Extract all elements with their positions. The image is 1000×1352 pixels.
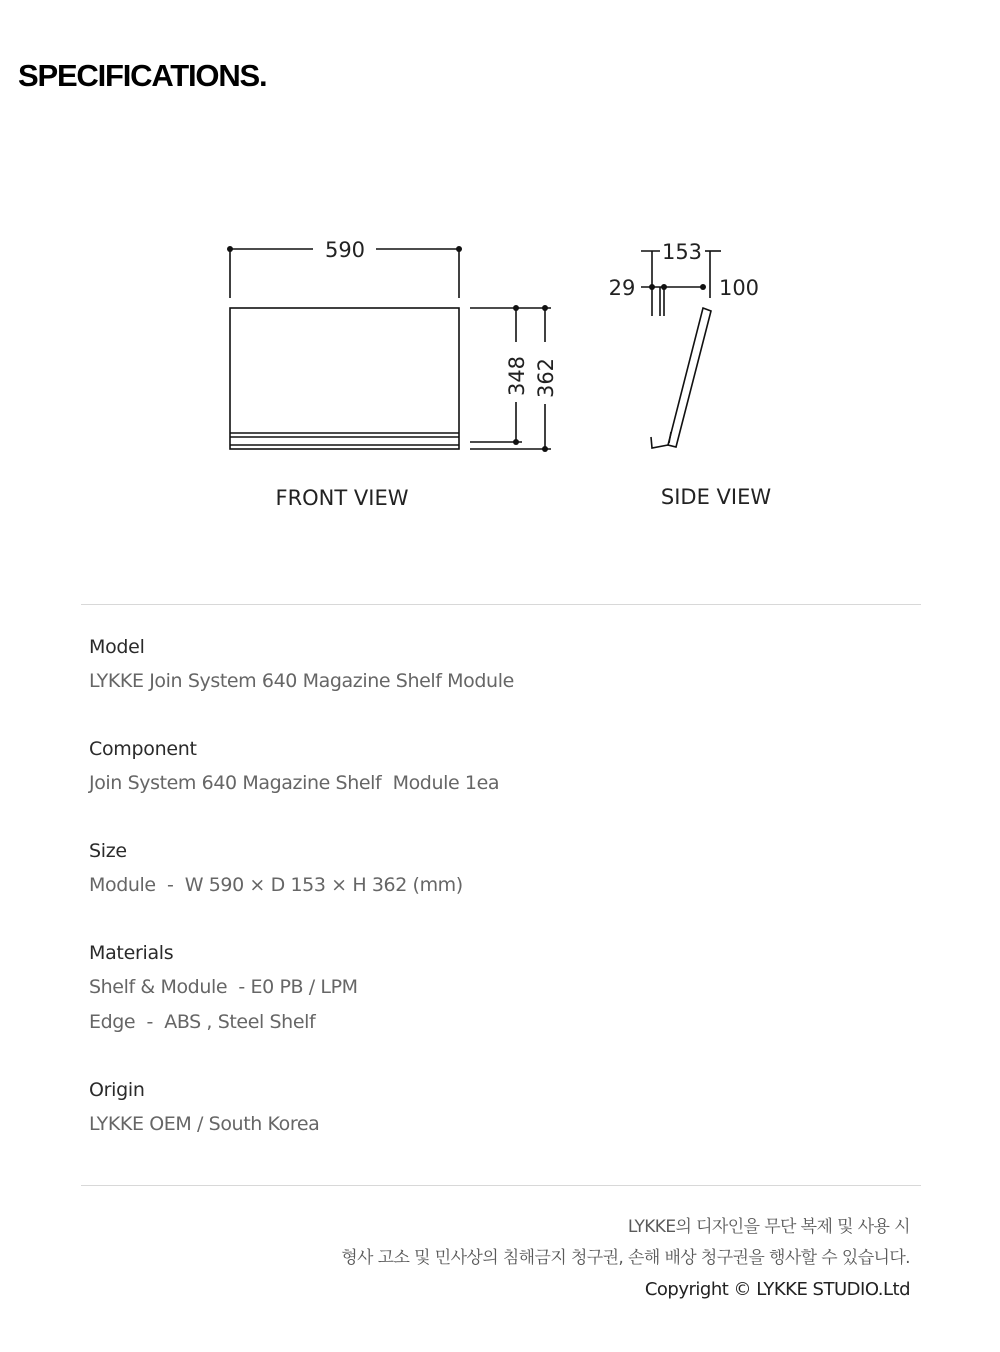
spec-model <box>89 630 909 699</box>
spec-label: Model <box>89 636 145 658</box>
side-depth-label: 153 <box>661 240 703 264</box>
bottom-divider <box>81 1185 921 1186</box>
front-height-inner-label: 348 <box>505 355 529 397</box>
page-title: SPECIFICATIONS. <box>18 58 267 93</box>
spec-origin <box>89 1073 909 1142</box>
spec-value: Edge - ABS , Steel Shelf <box>89 1011 316 1033</box>
spec-value: LYKKE Join System 640 Magazine Shelf Module <box>89 670 514 692</box>
side-right-label: 100 <box>718 276 760 300</box>
spec-value: LYKKE OEM / South Korea <box>89 1113 320 1135</box>
top-divider <box>81 604 921 605</box>
spec-materials <box>89 936 909 1040</box>
spec-label: Size <box>89 840 127 862</box>
spec-size <box>89 834 909 903</box>
spec-value: Module - W 590 × D 153 × H 362 (mm) <box>89 874 463 896</box>
front-view <box>230 248 551 449</box>
front-dimension-dots <box>227 246 548 452</box>
front-view-label: FRONT VIEW <box>275 486 409 510</box>
side-shelf-profile <box>668 308 711 447</box>
legal-line-1: LYKKE의 디자인을 무단 복제 및 사용 시 <box>627 1217 910 1237</box>
spec-component <box>89 732 909 801</box>
spec-label: Origin <box>89 1079 145 1101</box>
legal-line-2: 형사 고소 및 민사상의 침해금지 청구권, 손해 배상 청구권을 행사할 수 있습니다. <box>341 1248 910 1268</box>
spec-label: Component <box>89 738 197 760</box>
side-view <box>641 251 721 448</box>
front-height-outer-label: 362 <box>534 357 558 399</box>
legal-notice <box>341 1212 910 1305</box>
specifications-list <box>89 630 909 1175</box>
spec-value: Shelf & Module - E0 PB / LPM <box>89 976 358 998</box>
copyright: Copyright © LYKKE STUDIO.Ltd <box>644 1279 910 1300</box>
side-left-label: 29 <box>608 276 636 300</box>
front-width-label: 590 <box>324 238 366 262</box>
spec-label: Materials <box>89 942 174 964</box>
side-view-label: SIDE VIEW <box>660 485 772 509</box>
spec-value: Join System 640 Magazine Shelf Module 1ea <box>89 772 500 794</box>
front-panel <box>230 308 459 449</box>
technical-drawing <box>0 220 1000 520</box>
